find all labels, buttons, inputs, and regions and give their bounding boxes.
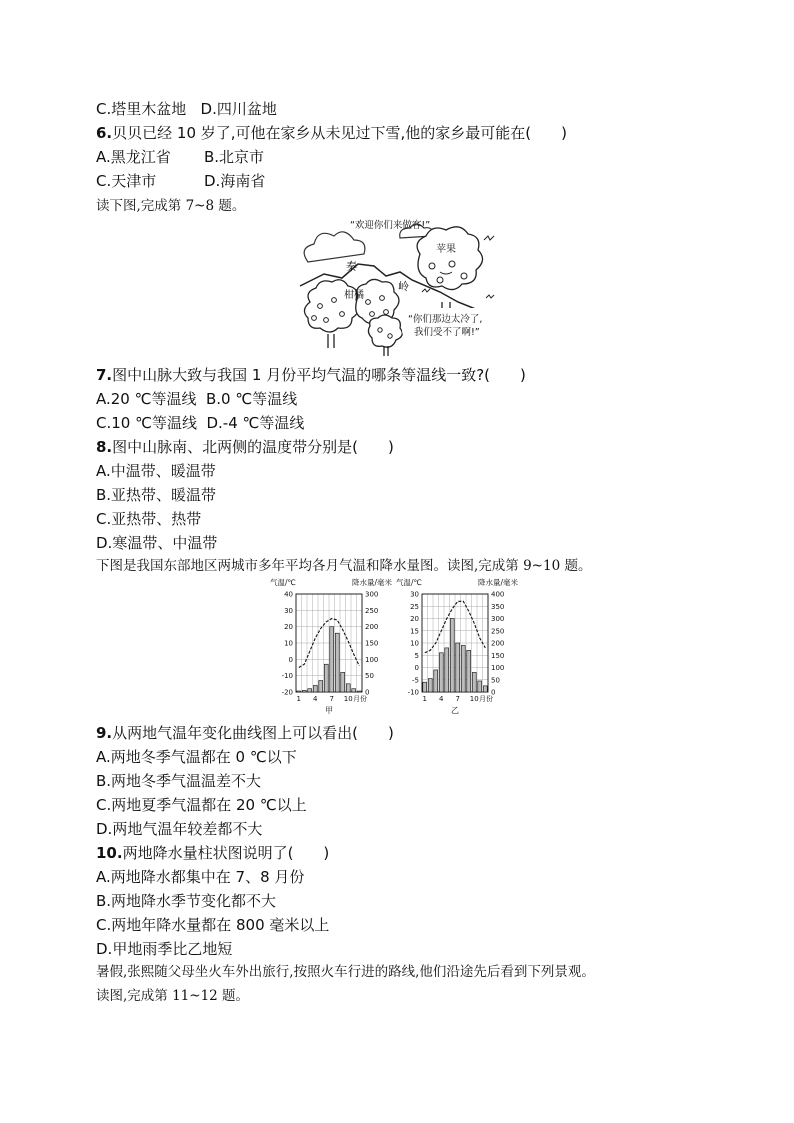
precip-bar <box>341 672 345 692</box>
temp-tick-label: 15 <box>410 627 419 636</box>
precip-bar <box>439 653 443 692</box>
option-a: A.黑龙江省 <box>96 148 171 166</box>
temp-tick-label: -5 <box>412 676 419 685</box>
right-axis-label: 降水量/毫米 <box>351 578 392 587</box>
precip-tick-label: 250 <box>491 627 505 636</box>
temp-tick-label: -10 <box>281 672 293 681</box>
orange-tree-icon <box>368 315 402 356</box>
precip-tick-label: 200 <box>491 639 505 648</box>
qinling-cartoon-figure <box>290 214 520 360</box>
label-ling: 岭 <box>398 280 409 293</box>
right-axis-label: 降水量/毫米 <box>477 578 518 587</box>
temp-tick-label: 10 <box>284 639 293 648</box>
temp-tick-label: 20 <box>410 615 419 623</box>
temp-tick-label: 25 <box>410 602 419 611</box>
temp-tick-label: 30 <box>410 590 419 599</box>
precip-tick-label: 350 <box>491 602 505 611</box>
bird-icon <box>422 289 430 292</box>
precip-bar <box>483 686 487 692</box>
precip-bar <box>335 633 339 692</box>
x-tick-label: 10 <box>343 695 353 703</box>
climate-chart-jia <box>268 576 392 716</box>
speech-bottom-line1: “你们那边太冷了, <box>408 314 483 325</box>
temp-tick-label: -10 <box>407 688 419 697</box>
precip-bar <box>423 682 427 692</box>
precip-tick-label: 400 <box>491 590 505 599</box>
q8-option-d: D.寒温带、中温带 <box>96 534 218 552</box>
precip-tick-label: 0 <box>491 688 496 697</box>
instruction-9-10: 下图是我国东部地区两城市多年平均各月气温和降水量图。读图,完成第 9~10 题。 <box>96 558 592 574</box>
precip-tick-label: 150 <box>365 639 379 648</box>
q9-option-b: B.两地冬季气温温差不大 <box>96 772 262 790</box>
question-number: 7. <box>96 366 113 384</box>
precip-bar <box>450 619 454 693</box>
x-tick-label: 4 <box>439 695 444 703</box>
precip-tick-label: 0 <box>365 688 370 697</box>
precip-bar <box>330 627 334 692</box>
precip-tick-label: 100 <box>491 664 505 672</box>
precip-bar <box>313 685 317 692</box>
x-axis-label: 月份 <box>479 695 493 703</box>
q10-option-b: B.两地降水季节变化都不大 <box>96 892 277 910</box>
label-apple: 苹果 <box>436 244 456 255</box>
option-c: C.天津市 <box>96 172 157 190</box>
precip-bar <box>319 681 323 692</box>
q10-option-a: A.两地降水都集中在 7、8 月份 <box>96 868 305 886</box>
bird-icon <box>484 236 494 240</box>
left-axis-label: 气温/℃ <box>396 578 422 587</box>
precip-bar <box>478 681 482 692</box>
option-d: D.海南省 <box>204 172 266 190</box>
question-number: 8. <box>96 438 113 456</box>
temp-tick-label: 5 <box>414 651 419 660</box>
option-b: B.北京市 <box>204 148 265 166</box>
precip-bar <box>434 670 438 692</box>
instruction-11-12-line2: 读图,完成第 11~12 题。 <box>96 988 250 1004</box>
question-stem: 图中山脉南、北两侧的温度带分别是( ) <box>112 438 394 456</box>
precip-bar <box>324 664 328 692</box>
temp-tick-label: 40 <box>284 590 293 599</box>
question-number: 10. <box>96 844 123 862</box>
precip-bar <box>445 648 449 692</box>
question-7 <box>96 364 526 386</box>
apple-tree-icon <box>417 227 482 318</box>
precip-tick-label: 250 <box>365 606 379 615</box>
precip-bar <box>357 691 361 692</box>
precip-bar <box>346 684 350 692</box>
x-tick-label: 7 <box>455 695 460 703</box>
temp-tick-label: 20 <box>284 623 293 632</box>
question-number: 6. <box>96 124 113 142</box>
q6-options-cd <box>96 170 265 192</box>
precip-bar <box>461 645 465 692</box>
precip-bar <box>302 690 306 692</box>
precip-bar <box>297 691 301 692</box>
q9-option-c: C.两地夏季气温都在 20 ℃以上 <box>96 796 307 814</box>
bird-icon <box>486 295 494 298</box>
precip-bar <box>472 672 476 692</box>
x-tick-label: 4 <box>313 695 318 703</box>
question-9 <box>96 722 394 744</box>
speech-top: “欢迎你们来做客!” <box>350 220 431 231</box>
question-10 <box>96 842 329 864</box>
precip-tick-label: 50 <box>491 676 500 685</box>
instruction-11-12-line1: 暑假,张熙随父母坐火车外出旅行,按照火车行进的路线,他们沿途先后看到下列景观。 <box>96 964 595 980</box>
q10-option-d: D.甲地雨季比乙地短 <box>96 940 233 958</box>
question-number: 9. <box>96 724 113 742</box>
precip-bar <box>467 650 471 692</box>
label-orange: 柑橘 <box>344 290 364 301</box>
q9-option-a: A.两地冬季气温都在 0 ℃以下 <box>96 748 297 766</box>
q7-options-cd: C.10 ℃等温线 D.-4 ℃等温线 <box>96 414 305 432</box>
precip-tick-label: 150 <box>491 651 505 660</box>
chart-title: 乙 <box>451 706 459 715</box>
precip-bar <box>308 689 312 692</box>
precip-tick-label: 300 <box>491 615 505 623</box>
chart-title: 甲 <box>325 706 333 715</box>
temp-tick-label: 0 <box>288 655 293 664</box>
x-tick-label: 10 <box>469 695 479 703</box>
temp-tick-label: -20 <box>281 688 293 697</box>
q8-option-c: C.亚热带、热带 <box>96 510 202 528</box>
temp-tick-label: 10 <box>410 639 419 648</box>
speech-bottom-line2: 我们受不了啊!” <box>414 327 480 338</box>
question-stem: 贝贝已经 10 岁了,可他在家乡从未见过下雪,他的家乡最可能在( ) <box>112 124 568 142</box>
question-stem: 两地降水量柱状图说明了( ) <box>122 844 330 862</box>
x-tick-label: 1 <box>296 695 301 703</box>
q8-option-a: A.中温带、暖温带 <box>96 462 216 480</box>
precip-bar <box>428 679 432 692</box>
left-axis-label: 气温/℃ <box>270 578 296 587</box>
q6-options-ab <box>96 146 264 168</box>
precip-tick-label: 300 <box>365 590 379 599</box>
precip-bar <box>456 643 460 692</box>
precip-bar <box>352 689 356 692</box>
temp-tick-label: 0 <box>414 664 419 672</box>
label-qin: 秦 <box>346 260 357 273</box>
precip-tick-label: 100 <box>365 655 379 664</box>
x-tick-label: 7 <box>329 695 334 703</box>
q7-options-ab: A.20 ℃等温线 B.0 ℃等温线 <box>96 390 298 408</box>
cloud-icon <box>304 232 365 262</box>
q8-option-b: B.亚热带、暖温带 <box>96 486 217 504</box>
question-8 <box>96 436 394 458</box>
precip-tick-label: 50 <box>365 672 374 681</box>
question-6 <box>96 122 567 144</box>
climate-chart-yi <box>394 576 522 716</box>
q5-options-cd: C.塔里木盆地 D.四川盆地 <box>96 100 277 118</box>
precip-tick-label: 200 <box>365 623 379 632</box>
x-axis-label: 月份 <box>353 695 367 703</box>
instruction-7-8: 读下图,完成第 7~8 题。 <box>96 198 246 214</box>
x-tick-label: 1 <box>422 695 427 703</box>
question-stem: 图中山脉大致与我国 1 月份平均气温的哪条等温线一致?( ) <box>112 366 526 384</box>
temp-tick-label: 30 <box>284 606 293 615</box>
question-stem: 从两地气温年变化曲线图上可以看出( ) <box>112 724 394 742</box>
q9-option-d: D.两地气温年较差都不大 <box>96 820 263 838</box>
q10-option-c: C.两地年降水量都在 800 毫米以上 <box>96 916 330 934</box>
